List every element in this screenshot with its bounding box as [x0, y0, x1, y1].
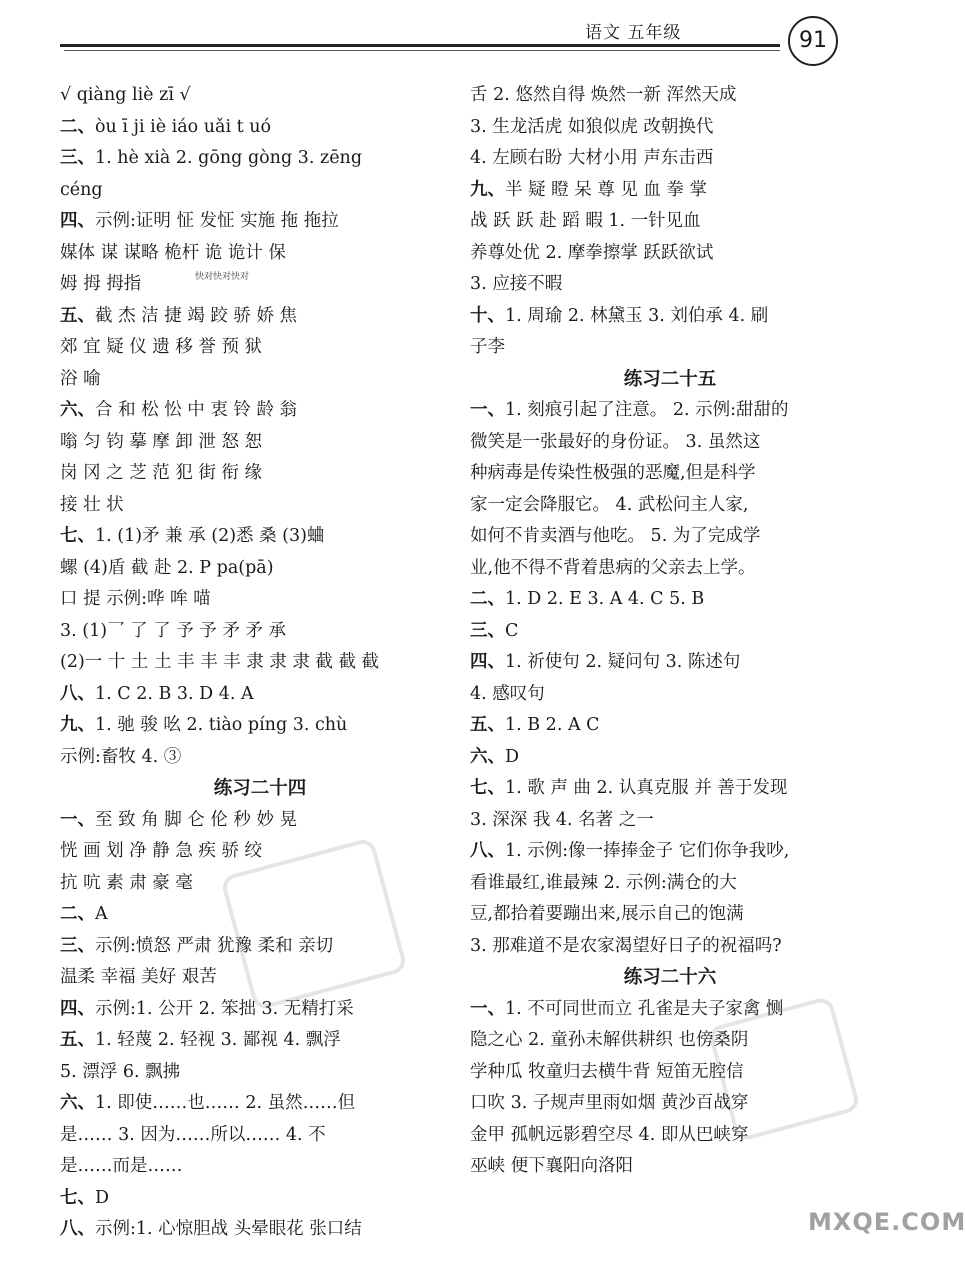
- answer-line: [60, 553, 460, 585]
- answer-text: 示例:愤怒 严肃 犹豫 柔和 亲切: [95, 935, 334, 956]
- question-number: 五、: [60, 305, 95, 326]
- answer-text: A: [95, 904, 108, 924]
- answer-text: 3. (1)乛 了 了 予 予 矛 矛 承: [60, 620, 286, 641]
- answer-line: [470, 1120, 870, 1152]
- section-title-text: 练习二十六: [623, 967, 717, 988]
- answer-line: [470, 427, 870, 459]
- answer-text: 嗡 匀 钧 摹 摩 卸 泄 怒 恕: [60, 431, 263, 452]
- question-number: 四、: [60, 211, 95, 231]
- left-column: [60, 80, 460, 1246]
- answer-text: 1. 轻蔑 2. 轻视 3. 鄙视 4. 飘浮: [95, 1030, 341, 1050]
- answer-line: [60, 679, 460, 711]
- question-number: 三、: [470, 620, 505, 641]
- question-number: 一、: [470, 400, 505, 420]
- answer-line: [470, 332, 870, 364]
- answer-text: 隐之心 2. 童孙未解供耕织 也傍桑阴: [470, 1030, 749, 1050]
- answer-text: 接 壮 状: [60, 494, 124, 515]
- answer-text: 1. C 2. B 3. D 4. A: [95, 683, 254, 704]
- answer-text: 1. 刻痕引起了注意。 2. 示例:甜甜的: [505, 400, 789, 420]
- answer-line: [60, 521, 460, 553]
- section-title: [470, 962, 870, 994]
- answer-line: [60, 395, 460, 427]
- question-number: 二、: [60, 116, 95, 137]
- answer-line: [470, 899, 870, 931]
- answer-line: [60, 1214, 460, 1246]
- answer-text: 1. 歌 声 曲 2. 认真克服 并 善于发现: [505, 778, 788, 798]
- answer-text: 4. 感叹句: [470, 683, 545, 704]
- answer-text: 是…… 3. 因为……所以…… 4. 不: [60, 1124, 326, 1145]
- answer-text: 养尊处优 2. 摩拳擦掌 跃跃欲试: [470, 242, 714, 263]
- answer-text: 1. 即使……也…… 2. 虽然……但: [95, 1093, 356, 1113]
- answer-text: òu ī ji iè iáo uǎi t uó: [95, 116, 272, 137]
- answer-line: [470, 206, 870, 238]
- answer-line: [470, 490, 870, 522]
- answer-line: [60, 143, 460, 175]
- question-number: 五、: [60, 1030, 95, 1050]
- question-number: 六、: [470, 746, 505, 767]
- page-number: 91: [788, 16, 838, 66]
- answer-text: 金甲 孤帆远影碧空尽 4. 即从巴峡穿: [470, 1124, 749, 1145]
- question-number: 八、: [60, 683, 95, 704]
- answer-text: 1. B 2. A C: [505, 715, 600, 735]
- header-rule: [60, 44, 780, 47]
- answer-line: [60, 1025, 460, 1057]
- answer-line: [60, 742, 460, 774]
- answer-text: 浴 喻: [60, 368, 101, 389]
- answer-text: 战 跃 跃 赴 蹈 暇 1. 一针见血: [470, 211, 701, 231]
- answer-line: [470, 112, 870, 144]
- answer-line: [470, 553, 870, 585]
- answer-text: 示例:证明 怔 发怔 实施 拖 拖拉: [95, 211, 339, 231]
- answer-line: [470, 143, 870, 175]
- question-number: 三、: [60, 935, 95, 956]
- answer-line: [60, 836, 460, 868]
- answer-text: (2)一 十 土 土 丰 丰 丰 隶 隶 隶 截 截 截: [60, 652, 380, 672]
- answer-line: [60, 1151, 460, 1183]
- answer-line: [470, 647, 870, 679]
- header-rule-thin: [64, 50, 780, 51]
- question-number: 九、: [60, 715, 95, 735]
- answer-line: [470, 175, 870, 207]
- answer-text: 业,他不得不背着患病的父亲去上学。: [470, 557, 756, 578]
- answer-line: [60, 238, 460, 270]
- question-number: 六、: [60, 1093, 95, 1113]
- answer-text: 种病毒是传染性极强的恶魔,但是科学: [470, 463, 756, 483]
- answer-line: [470, 238, 870, 270]
- answer-line: [470, 458, 870, 490]
- section-title-text: 练习二十四: [213, 778, 307, 799]
- answer-text: 口吹 3. 子规声里雨如烟 黄沙百战穿: [470, 1093, 749, 1113]
- answer-text: 3. 生龙活虎 如狼似虎 改朝换代: [470, 116, 714, 137]
- answer-line: [60, 364, 460, 396]
- question-number: 二、: [60, 904, 95, 924]
- answer-text: 半 疑 瞪 呆 尊 见 血 拳 掌: [505, 179, 708, 200]
- answer-line: [60, 1120, 460, 1152]
- answer-line: [60, 427, 460, 459]
- section-title: [470, 364, 870, 396]
- answer-line: [470, 1151, 870, 1183]
- answer-line: [470, 773, 870, 805]
- answer-text: 微笑是一张最好的身份证。 3. 虽然这: [470, 431, 761, 452]
- question-number: 四、: [60, 998, 95, 1019]
- site-stamp: MXQE.COM: [808, 1208, 966, 1236]
- answer-text: 恍 画 划 净 静 急 疾 骄 绞: [60, 841, 263, 861]
- answer-text: 示例:1. 公开 2. 笨拙 3. 无精打采: [95, 998, 354, 1019]
- answer-line: [60, 1057, 460, 1089]
- answer-text: 3. 深深 我 4. 名著 之一: [470, 809, 654, 830]
- answer-text: 是……而是……: [60, 1156, 183, 1176]
- answer-line: [60, 710, 460, 742]
- question-number: 七、: [470, 778, 505, 798]
- question-number: 一、: [60, 809, 95, 830]
- answer-text: 豆,都拾着要蹦出来,展示自己的饱满: [470, 904, 744, 924]
- answer-text: 舌 2. 悠然自得 焕然一新 浑然天成: [470, 85, 737, 105]
- answer-text: 抗 吭 素 肃 豪 毫: [60, 872, 193, 893]
- answer-text: 姆 拇 拇指: [60, 274, 142, 294]
- question-number: 十、: [470, 305, 505, 326]
- answer-line: [470, 868, 870, 900]
- answer-text: D: [505, 746, 520, 767]
- question-number: 七、: [60, 526, 95, 546]
- question-number: 三、: [60, 148, 95, 168]
- question-number: 五、: [470, 715, 505, 735]
- page-header: [0, 0, 900, 70]
- answer-text: 示例:畜牧 4. ③: [60, 746, 182, 767]
- answer-text: 媒体 谋 谋略 桅杆 诡 诡计 保: [60, 242, 286, 263]
- answer-line: [60, 805, 460, 837]
- small-watermark-text: 快对快对快对: [195, 272, 250, 282]
- answer-text: 郊 宜 疑 仪 遗 移 誉 预 狱: [60, 337, 263, 357]
- section-title: [60, 773, 460, 805]
- answer-text: 如何不肯卖酒与他吃。 5. 为了完成学: [470, 526, 761, 546]
- answer-text: 4. 左顾右盼 大材小用 声东击西: [470, 148, 714, 168]
- answer-text: 3. 那难道不是农家渴望好日子的祝福吗?: [470, 935, 782, 956]
- subject-grade-label: 语文 五年级: [585, 23, 682, 43]
- answer-text: 1. 周瑜 2. 林黛玉 3. 刘伯承 4. 刷: [505, 305, 769, 326]
- answer-text: 家一定会降服它。 4. 武松问主人家,: [470, 494, 749, 515]
- question-number: 二、: [470, 589, 505, 609]
- answer-text: C: [505, 620, 519, 641]
- answer-line: [470, 679, 870, 711]
- answer-line: [470, 521, 870, 553]
- question-number: 一、: [470, 998, 505, 1019]
- answer-text: 1. 驰 骏 吆 2. tiào píng 3. chù: [95, 715, 348, 735]
- answer-text: 口 提 示例:哗 哞 喵: [60, 589, 211, 609]
- question-number: 八、: [60, 1219, 95, 1239]
- question-number: 七、: [60, 1187, 95, 1208]
- answer-line: [60, 490, 460, 522]
- question-number: 八、: [470, 841, 505, 861]
- answer-line: [60, 175, 460, 207]
- answer-line: [470, 301, 870, 333]
- answer-text: 子李: [470, 337, 505, 357]
- answer-line: [470, 395, 870, 427]
- answer-text: 螺 (4)盾 截 赴 2. P pa(pā): [60, 557, 274, 578]
- answer-line: [60, 584, 460, 616]
- answer-text: 巫峡 便下襄阳向洛阳: [470, 1156, 634, 1176]
- answer-text: 学种瓜 牧童归去横牛背 短笛无腔信: [470, 1061, 744, 1082]
- answer-text: 示例:1. 心惊胆战 头晕眼花 张口结: [95, 1219, 362, 1239]
- question-number: 九、: [470, 179, 505, 200]
- answer-line: [470, 742, 870, 774]
- answer-text: 1. 祈使句 2. 疑问句 3. 陈述句: [505, 652, 741, 672]
- answer-line: [60, 332, 460, 364]
- answer-text: 1. D 2. E 3. A 4. C 5. B: [505, 589, 705, 609]
- answer-line: [60, 80, 460, 112]
- answer-text: √ qiàng liè zī √: [60, 85, 191, 105]
- answer-line: [470, 931, 870, 963]
- answer-text: 1. (1)矛 兼 承 (2)悉 桑 (3)蛐: [95, 526, 325, 546]
- answer-text: céng: [60, 179, 103, 200]
- answer-text: 至 致 角 脚 仑 伦 秒 妙 晃: [95, 809, 298, 830]
- answer-line: [470, 710, 870, 742]
- answer-line: [470, 80, 870, 112]
- answer-line: [60, 206, 460, 238]
- section-title-text: 练习二十五: [623, 368, 717, 390]
- answer-line: [470, 805, 870, 837]
- answer-text: 1. 不可同世而立 孔雀是夫子家禽 恻: [505, 998, 784, 1019]
- answer-line: [60, 1183, 460, 1215]
- answer-line: [470, 584, 870, 616]
- answer-line: [60, 112, 460, 144]
- answer-line: [470, 616, 870, 648]
- answer-line: [60, 301, 460, 333]
- answer-line: [470, 836, 870, 868]
- answer-text: 5. 漂浮 6. 飘拂: [60, 1061, 181, 1082]
- question-number: 四、: [470, 652, 505, 672]
- answer-text: 岗 冈 之 芝 范 犯 街 衔 缘: [60, 463, 263, 483]
- answer-text: 合 和 松 忪 中 衷 铃 龄 翁: [95, 400, 298, 420]
- answer-text: 3. 应接不暇: [470, 274, 563, 294]
- answer-line: [60, 269, 460, 301]
- answer-line: [470, 269, 870, 301]
- answer-line: [60, 616, 460, 648]
- answer-text: 1. 示例:像一捧捧金子 它们你争我吵,: [505, 841, 790, 861]
- answer-line: [60, 458, 460, 490]
- question-number: 六、: [60, 400, 95, 420]
- answer-text: D: [95, 1187, 110, 1208]
- answer-text: 截 杰 洁 捷 竭 跤 骄 娇 焦: [95, 305, 298, 326]
- answer-text: 温柔 幸福 美好 艰苦: [60, 967, 217, 987]
- answer-line: [60, 647, 460, 679]
- answer-line: [60, 1088, 460, 1120]
- answer-text: 1. hè xià 2. gōng gòng 3. zēng: [95, 148, 363, 168]
- answer-text: 看谁最红,谁最辣 2. 示例:满仓的大: [470, 872, 737, 893]
